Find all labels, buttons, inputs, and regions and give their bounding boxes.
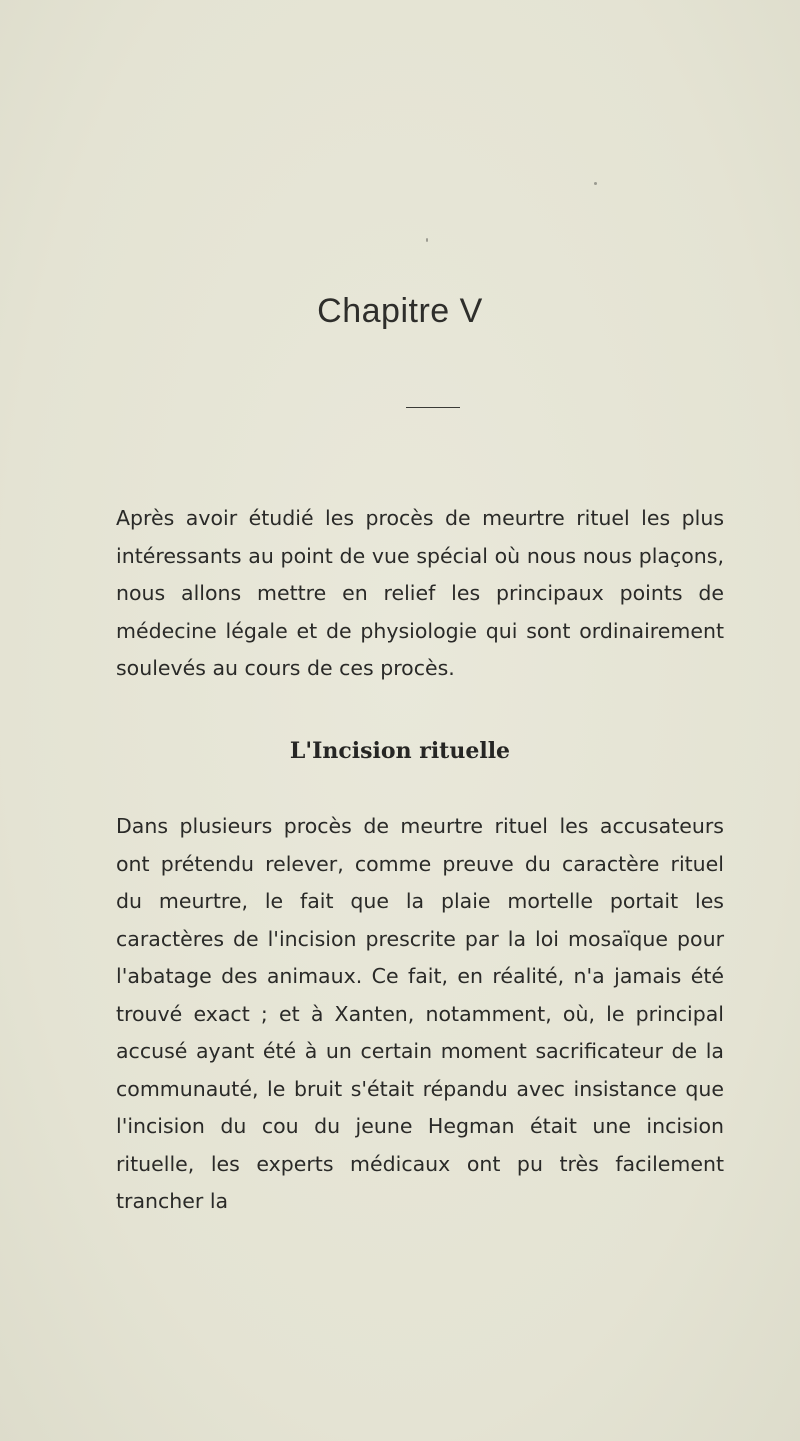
chapter-title: Chapitre V	[317, 292, 483, 330]
title-divider	[406, 407, 460, 408]
paper-speck	[426, 238, 428, 242]
section-paragraph: Dans plusieurs procès de meurtre rituel les accusateurs ont prétendu relever, comme preuve du caractère rituel du meurtre, le fait que la plaie mortelle portait les caractères de l'incision prescrite par la loi mosaïque pour l'abatage des animaux. Ce fait, en réalité, n'a jamais été trouvé exact ; et à Xanten, notamment, où, le principal accusé ayant été à un certain moment sacrificateur de la communauté, le bruit s'était répandu avec insistance que l'incision du cou du jeune Hegman était une incision rituelle, les experts médicaux ont pu très facilement trancher la	[116, 814, 724, 1213]
intro-paragraph: Après avoir étudié les procès de meurtre rituel les plus intéressants au point de vue spécial où nous nous plaçons, nous allons mettre en relief les principaux points de médecine légale et de physiologie qui sont ordinairement soulevés au cours de ces procès.	[116, 506, 724, 680]
section-heading: L'Incision rituelle	[289, 738, 511, 764]
paper-speck	[594, 182, 597, 185]
